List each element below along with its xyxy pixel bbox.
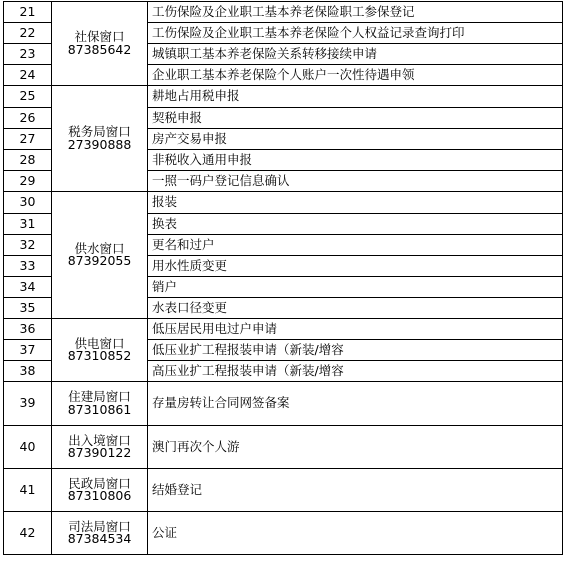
row-number: 29: [4, 171, 52, 192]
window-phone: 27390888: [67, 136, 132, 152]
row-number: 25: [4, 86, 52, 108]
service-item: 工伤保险及企业职工基本养老保险个人权益记录查询打印: [148, 23, 563, 44]
row-number: 30: [4, 192, 52, 214]
window-cell: [52, 86, 148, 192]
service-item: 高压业扩工程报装申请（新装/增容: [148, 361, 563, 382]
table-row: [4, 426, 563, 469]
row-number: 41: [4, 469, 52, 512]
window-phone: 87384534: [67, 531, 132, 546]
row-number: 24: [4, 65, 52, 86]
row-number: 42: [4, 512, 52, 555]
window-name: 出入境窗口: [68, 432, 131, 448]
service-item: 水表口径变更: [148, 298, 563, 319]
service-item: 澳门再次个人游: [148, 426, 563, 469]
row-number: 33: [4, 256, 52, 277]
row-number: 27: [4, 129, 52, 150]
service-item: 低压业扩工程报装申请（新装/增容: [148, 340, 563, 361]
table-body: [4, 2, 563, 555]
service-item: 企业职工基本养老保险个人账户一次性待遇申领: [148, 65, 563, 86]
row-number: 26: [4, 108, 52, 129]
service-item: 换表: [148, 214, 563, 235]
service-item: 工伤保险及企业职工基本养老保险职工参保登记: [148, 2, 563, 23]
row-number: 39: [4, 382, 52, 426]
row-number: 40: [4, 426, 52, 469]
service-window-table: [3, 1, 563, 555]
row-number: 28: [4, 150, 52, 171]
service-item: 低压居民用电过户申请: [148, 319, 563, 340]
window-phone: 87310806: [67, 488, 132, 503]
window-cell: [52, 192, 148, 319]
row-number: 22: [4, 23, 52, 44]
service-item: 耕地占用税申报: [148, 86, 563, 108]
service-item: 契税申报: [148, 108, 563, 129]
row-number: 35: [4, 298, 52, 319]
window-cell: [52, 426, 148, 469]
window-name: 住建局窗口: [68, 389, 131, 404]
table-row: [4, 2, 563, 23]
service-item: 报装: [148, 192, 563, 214]
window-cell: [52, 469, 148, 512]
window-phone: 87310852: [67, 348, 132, 363]
service-item: 公证: [148, 512, 563, 555]
window-cell: [52, 319, 148, 382]
window-cell: [52, 2, 148, 86]
window-cell: [52, 512, 148, 555]
service-item: 非税收入通用申报: [148, 150, 563, 171]
service-item: 用水性质变更: [148, 256, 563, 277]
service-item: 销户: [148, 277, 563, 298]
table-row: [4, 382, 563, 426]
table-row: [4, 319, 563, 340]
table-row: [4, 86, 563, 108]
table-row: [4, 469, 563, 512]
row-number: 37: [4, 340, 52, 361]
window-name: 司法局窗口: [68, 518, 131, 534]
window-name: 供电窗口: [74, 335, 125, 351]
row-number: 38: [4, 361, 52, 382]
window-cell: [52, 382, 148, 426]
service-item: 存量房转让合同网签备案: [148, 382, 563, 426]
service-item: 城镇职工基本养老保险关系转移接续申请: [148, 44, 563, 65]
service-item: 房产交易申报: [148, 129, 563, 150]
window-name: 税务局窗口: [68, 124, 131, 139]
row-number: 32: [4, 235, 52, 256]
window-phone: 87392055: [67, 253, 132, 268]
row-number: 23: [4, 44, 52, 65]
service-item: 一照一码户登记信息确认: [148, 171, 563, 192]
table-row: [4, 192, 563, 214]
service-item: 结婚登记: [148, 469, 563, 512]
row-number: 21: [4, 2, 52, 23]
window-phone: 87310861: [67, 401, 132, 417]
window-name: 民政局窗口: [68, 475, 131, 491]
row-number: 31: [4, 214, 52, 235]
window-name: 社保窗口: [74, 29, 125, 44]
window-name: 供水窗口: [74, 240, 125, 256]
window-phone: 87390122: [67, 445, 132, 460]
window-phone: 87385642: [67, 41, 132, 57]
service-item: 更名和过户: [148, 235, 563, 256]
row-number: 34: [4, 277, 52, 298]
row-number: 36: [4, 319, 52, 340]
table-row: [4, 512, 563, 555]
